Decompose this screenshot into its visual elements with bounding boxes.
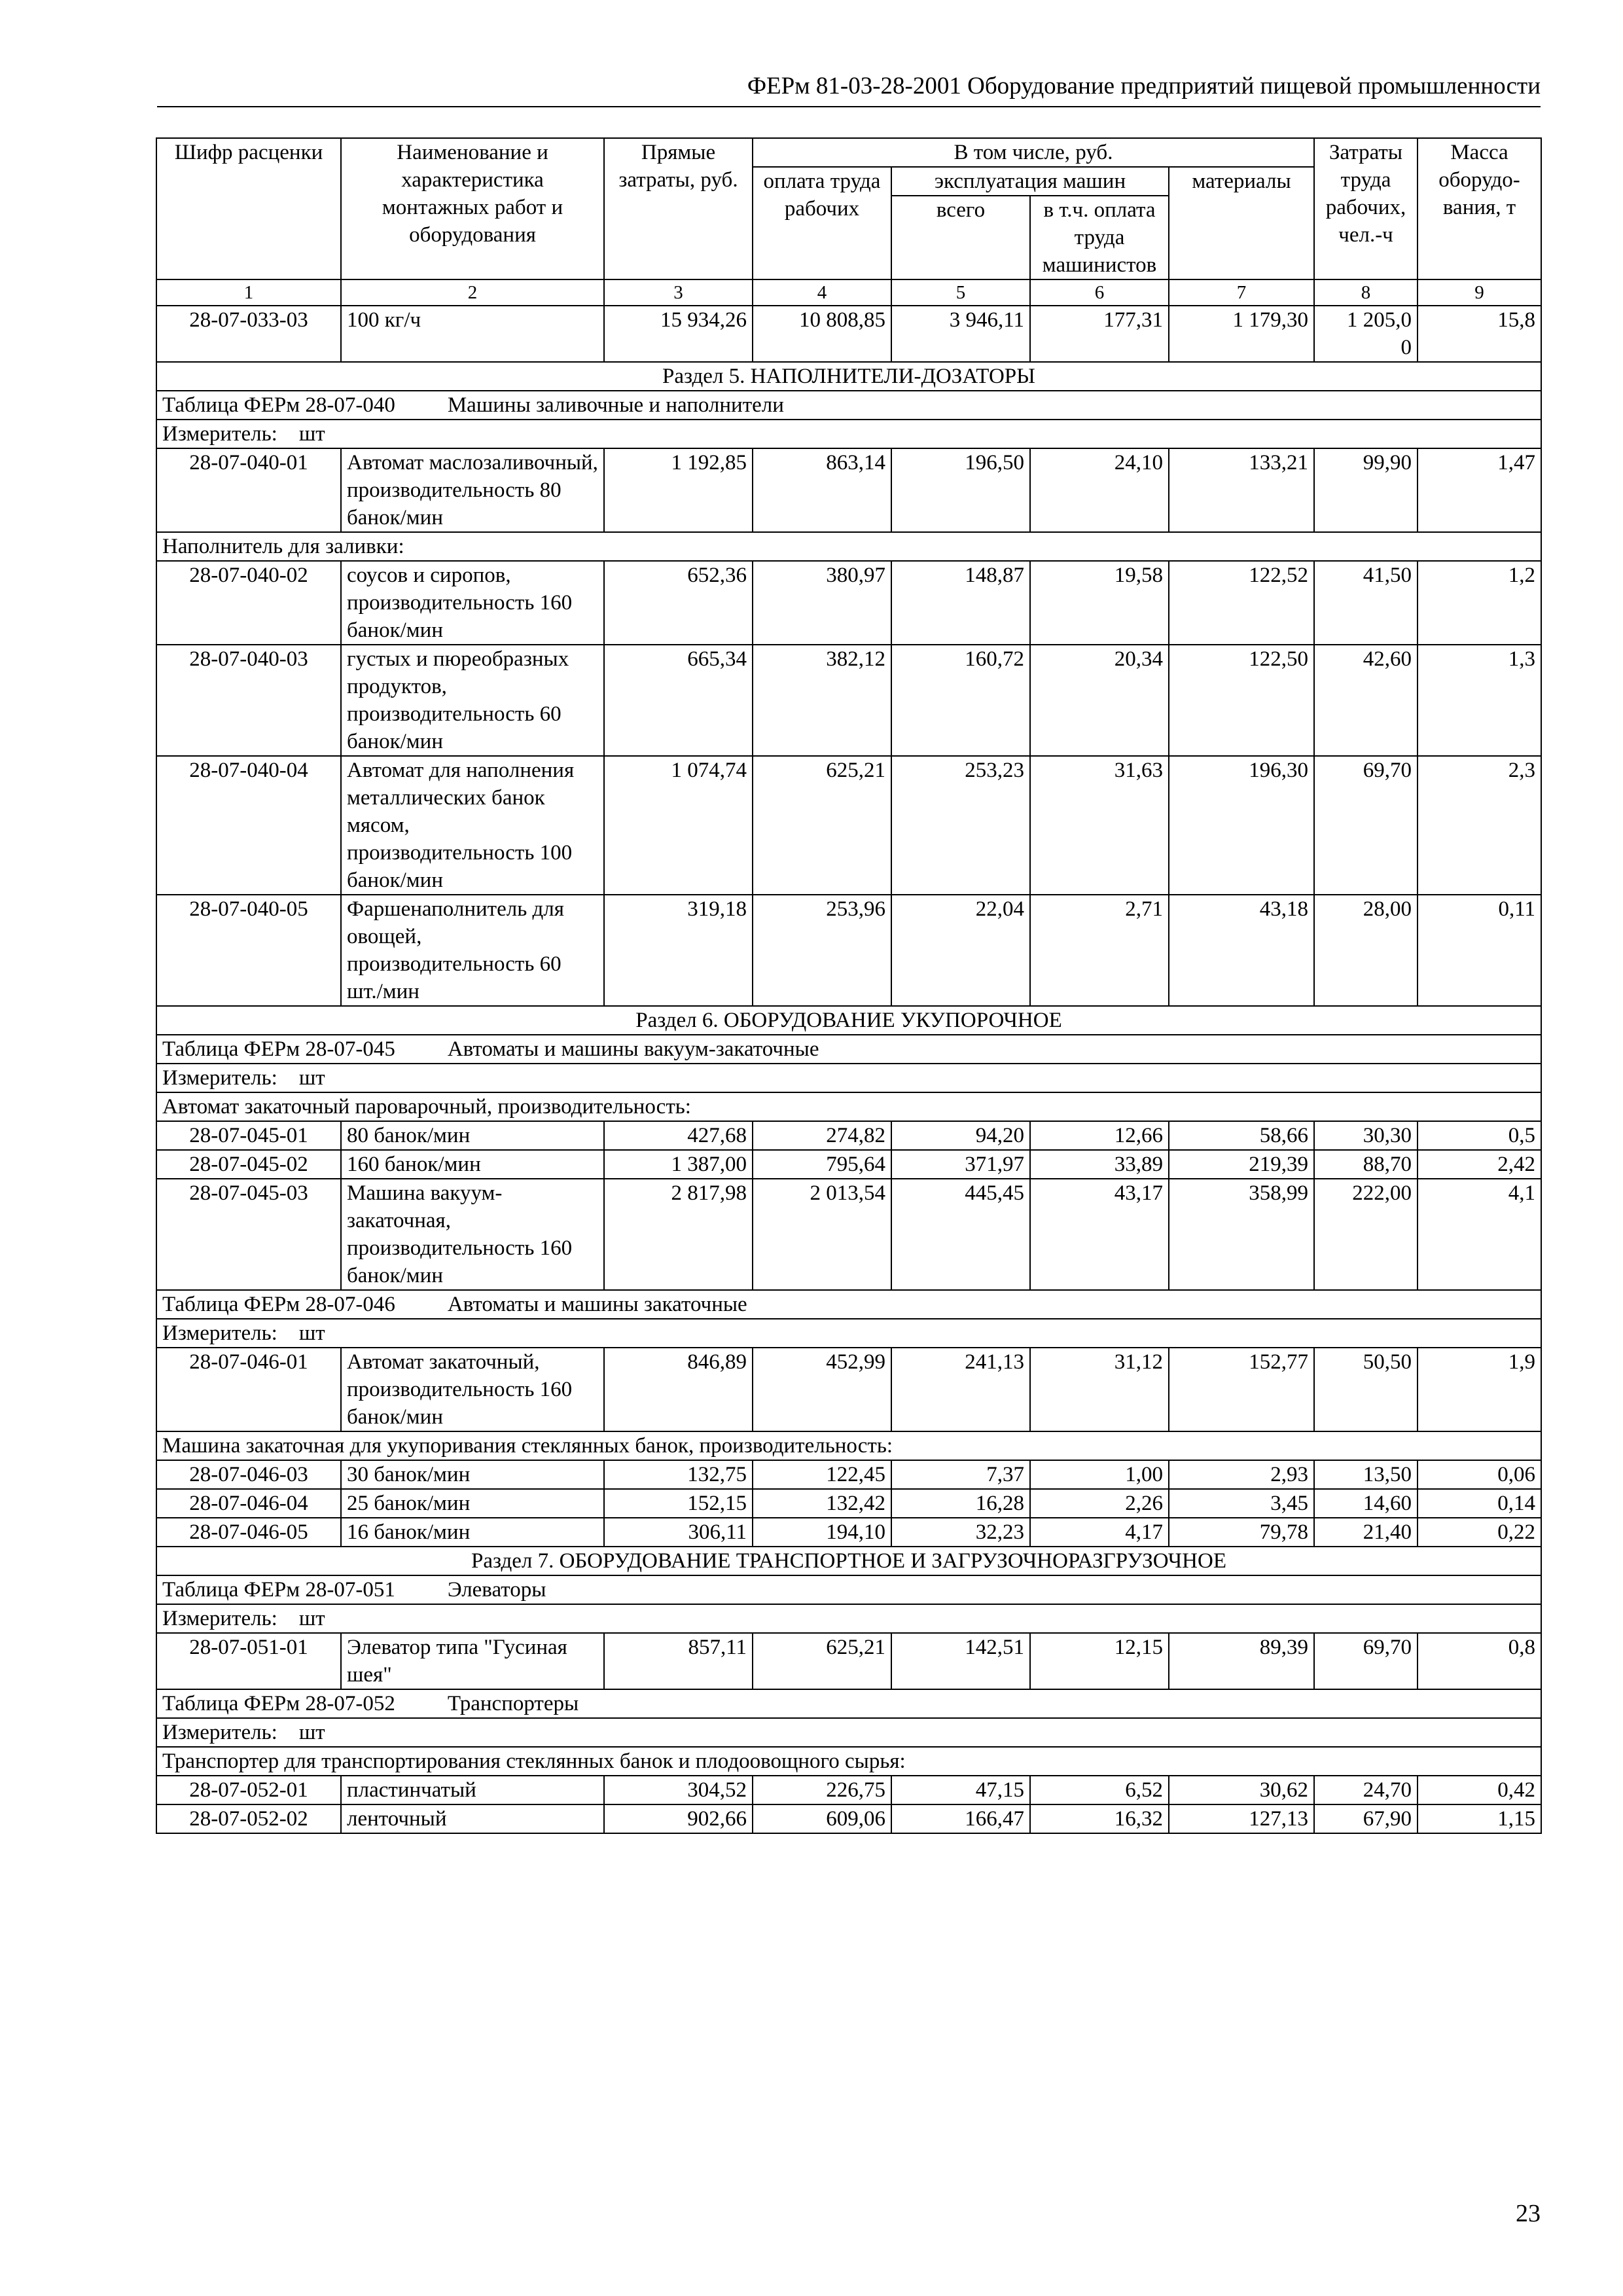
table-row bbox=[156, 756, 1541, 895]
table-name: Транспортеры bbox=[447, 1692, 579, 1715]
price-table bbox=[156, 137, 1542, 1834]
table-title-row bbox=[156, 1035, 1541, 1064]
measure-unit: Измеритель: шт bbox=[156, 1319, 1541, 1348]
table-row bbox=[156, 1348, 1541, 1431]
table-title-row bbox=[156, 1689, 1541, 1718]
machines-total: 253,23 bbox=[891, 756, 1030, 895]
group-row bbox=[156, 1431, 1541, 1460]
work-name: Элеватор типа "Гусиная шея" bbox=[341, 1633, 604, 1689]
equipment-mass: 0,14 bbox=[1418, 1489, 1541, 1518]
direct-cost: 427,68 bbox=[604, 1121, 753, 1150]
machines-labor: 12,15 bbox=[1030, 1633, 1169, 1689]
equipment-mass: 1,2 bbox=[1418, 561, 1541, 645]
table-row bbox=[156, 1460, 1541, 1489]
section-title: Раздел 7. ОБОРУДОВАНИЕ ТРАНСПОРТНОЕ И ЗАГРУЗОЧНОРАЗГРУЗОЧНОЕ bbox=[156, 1547, 1541, 1575]
table-row bbox=[156, 1489, 1541, 1518]
labor-hours: 50,50 bbox=[1314, 1348, 1418, 1431]
group-row bbox=[156, 1092, 1541, 1121]
table-title-row bbox=[156, 1290, 1541, 1319]
direct-cost: 1 074,74 bbox=[604, 756, 753, 895]
machines-total: 16,28 bbox=[891, 1489, 1030, 1518]
col-number: 8 bbox=[1314, 279, 1418, 306]
col-number: 1 bbox=[156, 279, 341, 306]
table-row bbox=[156, 1121, 1541, 1150]
machines-total: 7,37 bbox=[891, 1460, 1030, 1489]
labor-cost: 226,75 bbox=[753, 1776, 891, 1804]
rate-code: 28-07-046-01 bbox=[156, 1348, 341, 1431]
machines-labor: 16,32 bbox=[1030, 1804, 1169, 1833]
rate-code: 28-07-046-05 bbox=[156, 1518, 341, 1547]
labor-hours: 41,50 bbox=[1314, 561, 1418, 645]
col-mass-header: Масса оборудо-вания, т bbox=[1418, 138, 1541, 279]
labor-cost: 625,21 bbox=[753, 756, 891, 895]
table-row bbox=[156, 561, 1541, 645]
equipment-mass: 2,3 bbox=[1418, 756, 1541, 895]
col-hours-header: Затраты труда рабочих, чел.-ч bbox=[1314, 138, 1418, 279]
table-row bbox=[156, 895, 1541, 1006]
section-title: Раздел 6. ОБОРУДОВАНИЕ УКУПОРОЧНОЕ bbox=[156, 1006, 1541, 1035]
direct-cost: 304,52 bbox=[604, 1776, 753, 1804]
materials-cost: 122,52 bbox=[1169, 561, 1314, 645]
materials-cost: 358,99 bbox=[1169, 1179, 1314, 1290]
group-label: Автомат закаточный пароварочный, производительность: bbox=[156, 1092, 1541, 1121]
table-name: Элеваторы bbox=[447, 1578, 546, 1602]
labor-cost: 382,12 bbox=[753, 645, 891, 756]
measure-row bbox=[156, 1604, 1541, 1633]
equipment-mass: 1,3 bbox=[1418, 645, 1541, 756]
section-row bbox=[156, 1006, 1541, 1035]
work-name: пластинчатый bbox=[341, 1776, 604, 1804]
rate-code: 28-07-040-04 bbox=[156, 756, 341, 895]
table-name: Автоматы и машины закаточные bbox=[447, 1293, 747, 1316]
labor-cost: 194,10 bbox=[753, 1518, 891, 1547]
equipment-mass: 4,1 bbox=[1418, 1179, 1541, 1290]
equipment-mass: 0,11 bbox=[1418, 895, 1541, 1006]
materials-cost: 1 179,30 bbox=[1169, 306, 1314, 362]
machines-labor: 1,00 bbox=[1030, 1460, 1169, 1489]
measure-row bbox=[156, 1718, 1541, 1747]
header-rule bbox=[157, 106, 1541, 107]
labor-hours: 222,00 bbox=[1314, 1179, 1418, 1290]
rate-code: 28-07-045-02 bbox=[156, 1150, 341, 1179]
measure-unit: Измеритель: шт bbox=[156, 1718, 1541, 1747]
col-name-header: Наименование и характеристика монтажных работ и оборудования bbox=[341, 138, 604, 279]
direct-cost: 319,18 bbox=[604, 895, 753, 1006]
machines-labor: 33,89 bbox=[1030, 1150, 1169, 1179]
rate-code: 28-07-052-01 bbox=[156, 1776, 341, 1804]
rate-code: 28-07-046-04 bbox=[156, 1489, 341, 1518]
equipment-mass: 0,22 bbox=[1418, 1518, 1541, 1547]
labor-hours: 28,00 bbox=[1314, 895, 1418, 1006]
materials-cost: 2,93 bbox=[1169, 1460, 1314, 1489]
labor-cost: 2 013,54 bbox=[753, 1179, 891, 1290]
materials-cost: 133,21 bbox=[1169, 448, 1314, 532]
direct-cost: 152,15 bbox=[604, 1489, 753, 1518]
col-mach-total-header: всего bbox=[891, 196, 1030, 279]
machines-total: 148,87 bbox=[891, 561, 1030, 645]
work-name: Фаршенаполнитель для овощей, производительность 60 шт./мин bbox=[341, 895, 604, 1006]
labor-cost: 452,99 bbox=[753, 1348, 891, 1431]
equipment-mass: 1,15 bbox=[1418, 1804, 1541, 1833]
table-title bbox=[156, 391, 1541, 420]
work-name: Машина вакуум-закаточная, производительность 160 банок/мин bbox=[341, 1179, 604, 1290]
direct-cost: 15 934,26 bbox=[604, 306, 753, 362]
direct-cost: 1 192,85 bbox=[604, 448, 753, 532]
rate-code: 28-07-051-01 bbox=[156, 1633, 341, 1689]
labor-hours: 88,70 bbox=[1314, 1150, 1418, 1179]
rate-code: 28-07-052-02 bbox=[156, 1804, 341, 1833]
work-name: 160 банок/мин bbox=[341, 1150, 604, 1179]
materials-cost: 89,39 bbox=[1169, 1633, 1314, 1689]
direct-cost: 132,75 bbox=[604, 1460, 753, 1489]
labor-hours: 99,90 bbox=[1314, 448, 1418, 532]
rate-code: 28-07-040-02 bbox=[156, 561, 341, 645]
work-name: густых и пюреобразных продуктов, производительность 60 банок/мин bbox=[341, 645, 604, 756]
table-title bbox=[156, 1575, 1541, 1604]
machines-labor: 19,58 bbox=[1030, 561, 1169, 645]
equipment-mass: 0,5 bbox=[1418, 1121, 1541, 1150]
table-code: Таблица ФЕРм 28-07-046 bbox=[162, 1293, 395, 1316]
machines-labor: 31,12 bbox=[1030, 1348, 1169, 1431]
labor-cost: 10 808,85 bbox=[753, 306, 891, 362]
measure-unit: Измеритель: шт bbox=[156, 1604, 1541, 1633]
section-row bbox=[156, 1547, 1541, 1575]
materials-cost: 30,62 bbox=[1169, 1776, 1314, 1804]
machines-total: 160,72 bbox=[891, 645, 1030, 756]
equipment-mass: 2,42 bbox=[1418, 1150, 1541, 1179]
machines-labor: 2,71 bbox=[1030, 895, 1169, 1006]
col-labor-header: оплата труда рабочих bbox=[753, 167, 891, 279]
materials-cost: 196,30 bbox=[1169, 756, 1314, 895]
work-name: ленточный bbox=[341, 1804, 604, 1833]
materials-cost: 79,78 bbox=[1169, 1518, 1314, 1547]
table-row bbox=[156, 1150, 1541, 1179]
table-row bbox=[156, 1179, 1541, 1290]
labor-hours: 21,40 bbox=[1314, 1518, 1418, 1547]
col-incl-header: В том числе, руб. bbox=[753, 138, 1314, 167]
work-name: 30 банок/мин bbox=[341, 1460, 604, 1489]
table-name: Машины заливочные и наполнители bbox=[447, 393, 784, 417]
col-code-header: Шифр расценки bbox=[156, 138, 341, 279]
work-name: Автомат маслозаливочный, производительность 80 банок/мин bbox=[341, 448, 604, 532]
machines-labor: 177,31 bbox=[1030, 306, 1169, 362]
table-row bbox=[156, 1776, 1541, 1804]
machines-total: 47,15 bbox=[891, 1776, 1030, 1804]
labor-cost: 274,82 bbox=[753, 1121, 891, 1150]
machines-total: 166,47 bbox=[891, 1804, 1030, 1833]
col-mach-labor-header: в т.ч. оплата труда машинистов bbox=[1030, 196, 1169, 279]
machines-total: 3 946,11 bbox=[891, 306, 1030, 362]
column-numbers-row bbox=[156, 279, 1541, 306]
group-label: Транспортер для транспортирования стеклянных банок и плодоовощного сырья: bbox=[156, 1747, 1541, 1776]
group-label: Машина закаточная для укупоривания стеклянных банок, производительность: bbox=[156, 1431, 1541, 1460]
table-row bbox=[156, 1518, 1541, 1547]
work-name: соусов и сиропов, производительность 160 банок/мин bbox=[341, 561, 604, 645]
rate-code: 28-07-040-03 bbox=[156, 645, 341, 756]
page-header: ФЕРм 81-03-28-2001 Оборудование предприятий пищевой промышленности bbox=[747, 73, 1541, 99]
col-machines-header: эксплуатация машин bbox=[891, 167, 1169, 196]
section-row bbox=[156, 362, 1541, 391]
machines-total: 445,45 bbox=[891, 1179, 1030, 1290]
table-row bbox=[156, 1804, 1541, 1833]
measure-row bbox=[156, 1064, 1541, 1092]
machines-labor: 6,52 bbox=[1030, 1776, 1169, 1804]
machines-labor: 12,66 bbox=[1030, 1121, 1169, 1150]
labor-cost: 122,45 bbox=[753, 1460, 891, 1489]
machines-total: 241,13 bbox=[891, 1348, 1030, 1431]
equipment-mass: 1,47 bbox=[1418, 448, 1541, 532]
direct-cost: 1 387,00 bbox=[604, 1150, 753, 1179]
rate-code: 28-07-040-01 bbox=[156, 448, 341, 532]
work-name: 25 банок/мин bbox=[341, 1489, 604, 1518]
direct-cost: 857,11 bbox=[604, 1633, 753, 1689]
labor-cost: 609,06 bbox=[753, 1804, 891, 1833]
labor-cost: 132,42 bbox=[753, 1489, 891, 1518]
section-title: Раздел 5. НАПОЛНИТЕЛИ-ДОЗАТОРЫ bbox=[156, 362, 1541, 391]
equipment-mass: 0,06 bbox=[1418, 1460, 1541, 1489]
table-code: Таблица ФЕРм 28-07-051 bbox=[162, 1578, 395, 1602]
labor-hours: 14,60 bbox=[1314, 1489, 1418, 1518]
table-title bbox=[156, 1689, 1541, 1718]
labor-cost: 795,64 bbox=[753, 1150, 891, 1179]
col-number: 3 bbox=[604, 279, 753, 306]
machines-total: 196,50 bbox=[891, 448, 1030, 532]
direct-cost: 665,34 bbox=[604, 645, 753, 756]
table-title bbox=[156, 1035, 1541, 1064]
equipment-mass: 15,8 bbox=[1418, 306, 1541, 362]
direct-cost: 306,11 bbox=[604, 1518, 753, 1547]
direct-cost: 902,66 bbox=[604, 1804, 753, 1833]
machines-total: 32,23 bbox=[891, 1518, 1030, 1547]
machines-total: 371,97 bbox=[891, 1150, 1030, 1179]
col-number: 4 bbox=[753, 279, 891, 306]
materials-cost: 122,50 bbox=[1169, 645, 1314, 756]
materials-cost: 219,39 bbox=[1169, 1150, 1314, 1179]
table-title-row bbox=[156, 1575, 1541, 1604]
machines-total: 142,51 bbox=[891, 1633, 1030, 1689]
work-name: 16 банок/мин bbox=[341, 1518, 604, 1547]
table-row bbox=[156, 306, 1541, 362]
table-title bbox=[156, 1290, 1541, 1319]
machines-total: 94,20 bbox=[891, 1121, 1030, 1150]
col-materials-header: материалы bbox=[1169, 167, 1314, 279]
materials-cost: 152,77 bbox=[1169, 1348, 1314, 1431]
table-code: Таблица ФЕРм 28-07-040 bbox=[162, 393, 395, 417]
work-name: 80 банок/мин bbox=[341, 1121, 604, 1150]
table-row bbox=[156, 645, 1541, 756]
work-name: Автомат закаточный, производительность 160 банок/мин bbox=[341, 1348, 604, 1431]
direct-cost: 846,89 bbox=[604, 1348, 753, 1431]
labor-cost: 863,14 bbox=[753, 448, 891, 532]
work-name: 100 кг/ч bbox=[341, 306, 604, 362]
labor-hours: 67,90 bbox=[1314, 1804, 1418, 1833]
materials-cost: 127,13 bbox=[1169, 1804, 1314, 1833]
labor-hours: 1 205,0 0 bbox=[1314, 306, 1418, 362]
table-code: Таблица ФЕРм 28-07-052 bbox=[162, 1692, 395, 1715]
rate-code: 28-07-033-03 bbox=[156, 306, 341, 362]
labor-hours: 69,70 bbox=[1314, 1633, 1418, 1689]
machines-labor: 43,17 bbox=[1030, 1179, 1169, 1290]
table-title-row bbox=[156, 391, 1541, 420]
page-number: 23 bbox=[1516, 2200, 1541, 2227]
rate-code: 28-07-046-03 bbox=[156, 1460, 341, 1489]
equipment-mass: 1,9 bbox=[1418, 1348, 1541, 1431]
table-row bbox=[156, 448, 1541, 532]
col-number: 6 bbox=[1030, 279, 1169, 306]
labor-hours: 30,30 bbox=[1314, 1121, 1418, 1150]
col-number: 5 bbox=[891, 279, 1030, 306]
machines-total: 22,04 bbox=[891, 895, 1030, 1006]
col-number: 2 bbox=[341, 279, 604, 306]
work-name: Автомат для наполнения металлических банок мясом, производительность 100 банок/мин bbox=[341, 756, 604, 895]
labor-cost: 380,97 bbox=[753, 561, 891, 645]
labor-cost: 625,21 bbox=[753, 1633, 891, 1689]
labor-hours: 13,50 bbox=[1314, 1460, 1418, 1489]
measure-row bbox=[156, 420, 1541, 448]
measure-unit: Измеритель: шт bbox=[156, 420, 1541, 448]
group-label: Наполнитель для заливки: bbox=[156, 532, 1541, 561]
equipment-mass: 0,42 bbox=[1418, 1776, 1541, 1804]
table-body bbox=[156, 306, 1541, 1833]
machines-labor: 20,34 bbox=[1030, 645, 1169, 756]
table-name: Автоматы и машины вакуум-закаточные bbox=[447, 1037, 819, 1061]
labor-hours: 69,70 bbox=[1314, 756, 1418, 895]
measure-row bbox=[156, 1319, 1541, 1348]
labor-hours: 24,70 bbox=[1314, 1776, 1418, 1804]
direct-cost: 652,36 bbox=[604, 561, 753, 645]
direct-cost: 2 817,98 bbox=[604, 1179, 753, 1290]
col-number: 9 bbox=[1418, 279, 1541, 306]
measure-unit: Измеритель: шт bbox=[156, 1064, 1541, 1092]
rate-code: 28-07-045-03 bbox=[156, 1179, 341, 1290]
machines-labor: 31,63 bbox=[1030, 756, 1169, 895]
table-code: Таблица ФЕРм 28-07-045 bbox=[162, 1037, 395, 1061]
group-row bbox=[156, 1747, 1541, 1776]
labor-hours: 42,60 bbox=[1314, 645, 1418, 756]
table-row bbox=[156, 1633, 1541, 1689]
col-number: 7 bbox=[1169, 279, 1314, 306]
labor-cost: 253,96 bbox=[753, 895, 891, 1006]
materials-cost: 43,18 bbox=[1169, 895, 1314, 1006]
col-direct-header: Прямые затраты, руб. bbox=[604, 138, 753, 279]
materials-cost: 3,45 bbox=[1169, 1489, 1314, 1518]
machines-labor: 4,17 bbox=[1030, 1518, 1169, 1547]
machines-labor: 2,26 bbox=[1030, 1489, 1169, 1518]
machines-labor: 24,10 bbox=[1030, 448, 1169, 532]
group-row bbox=[156, 532, 1541, 561]
rate-code: 28-07-045-01 bbox=[156, 1121, 341, 1150]
rate-code: 28-07-040-05 bbox=[156, 895, 341, 1006]
equipment-mass: 0,8 bbox=[1418, 1633, 1541, 1689]
materials-cost: 58,66 bbox=[1169, 1121, 1314, 1150]
